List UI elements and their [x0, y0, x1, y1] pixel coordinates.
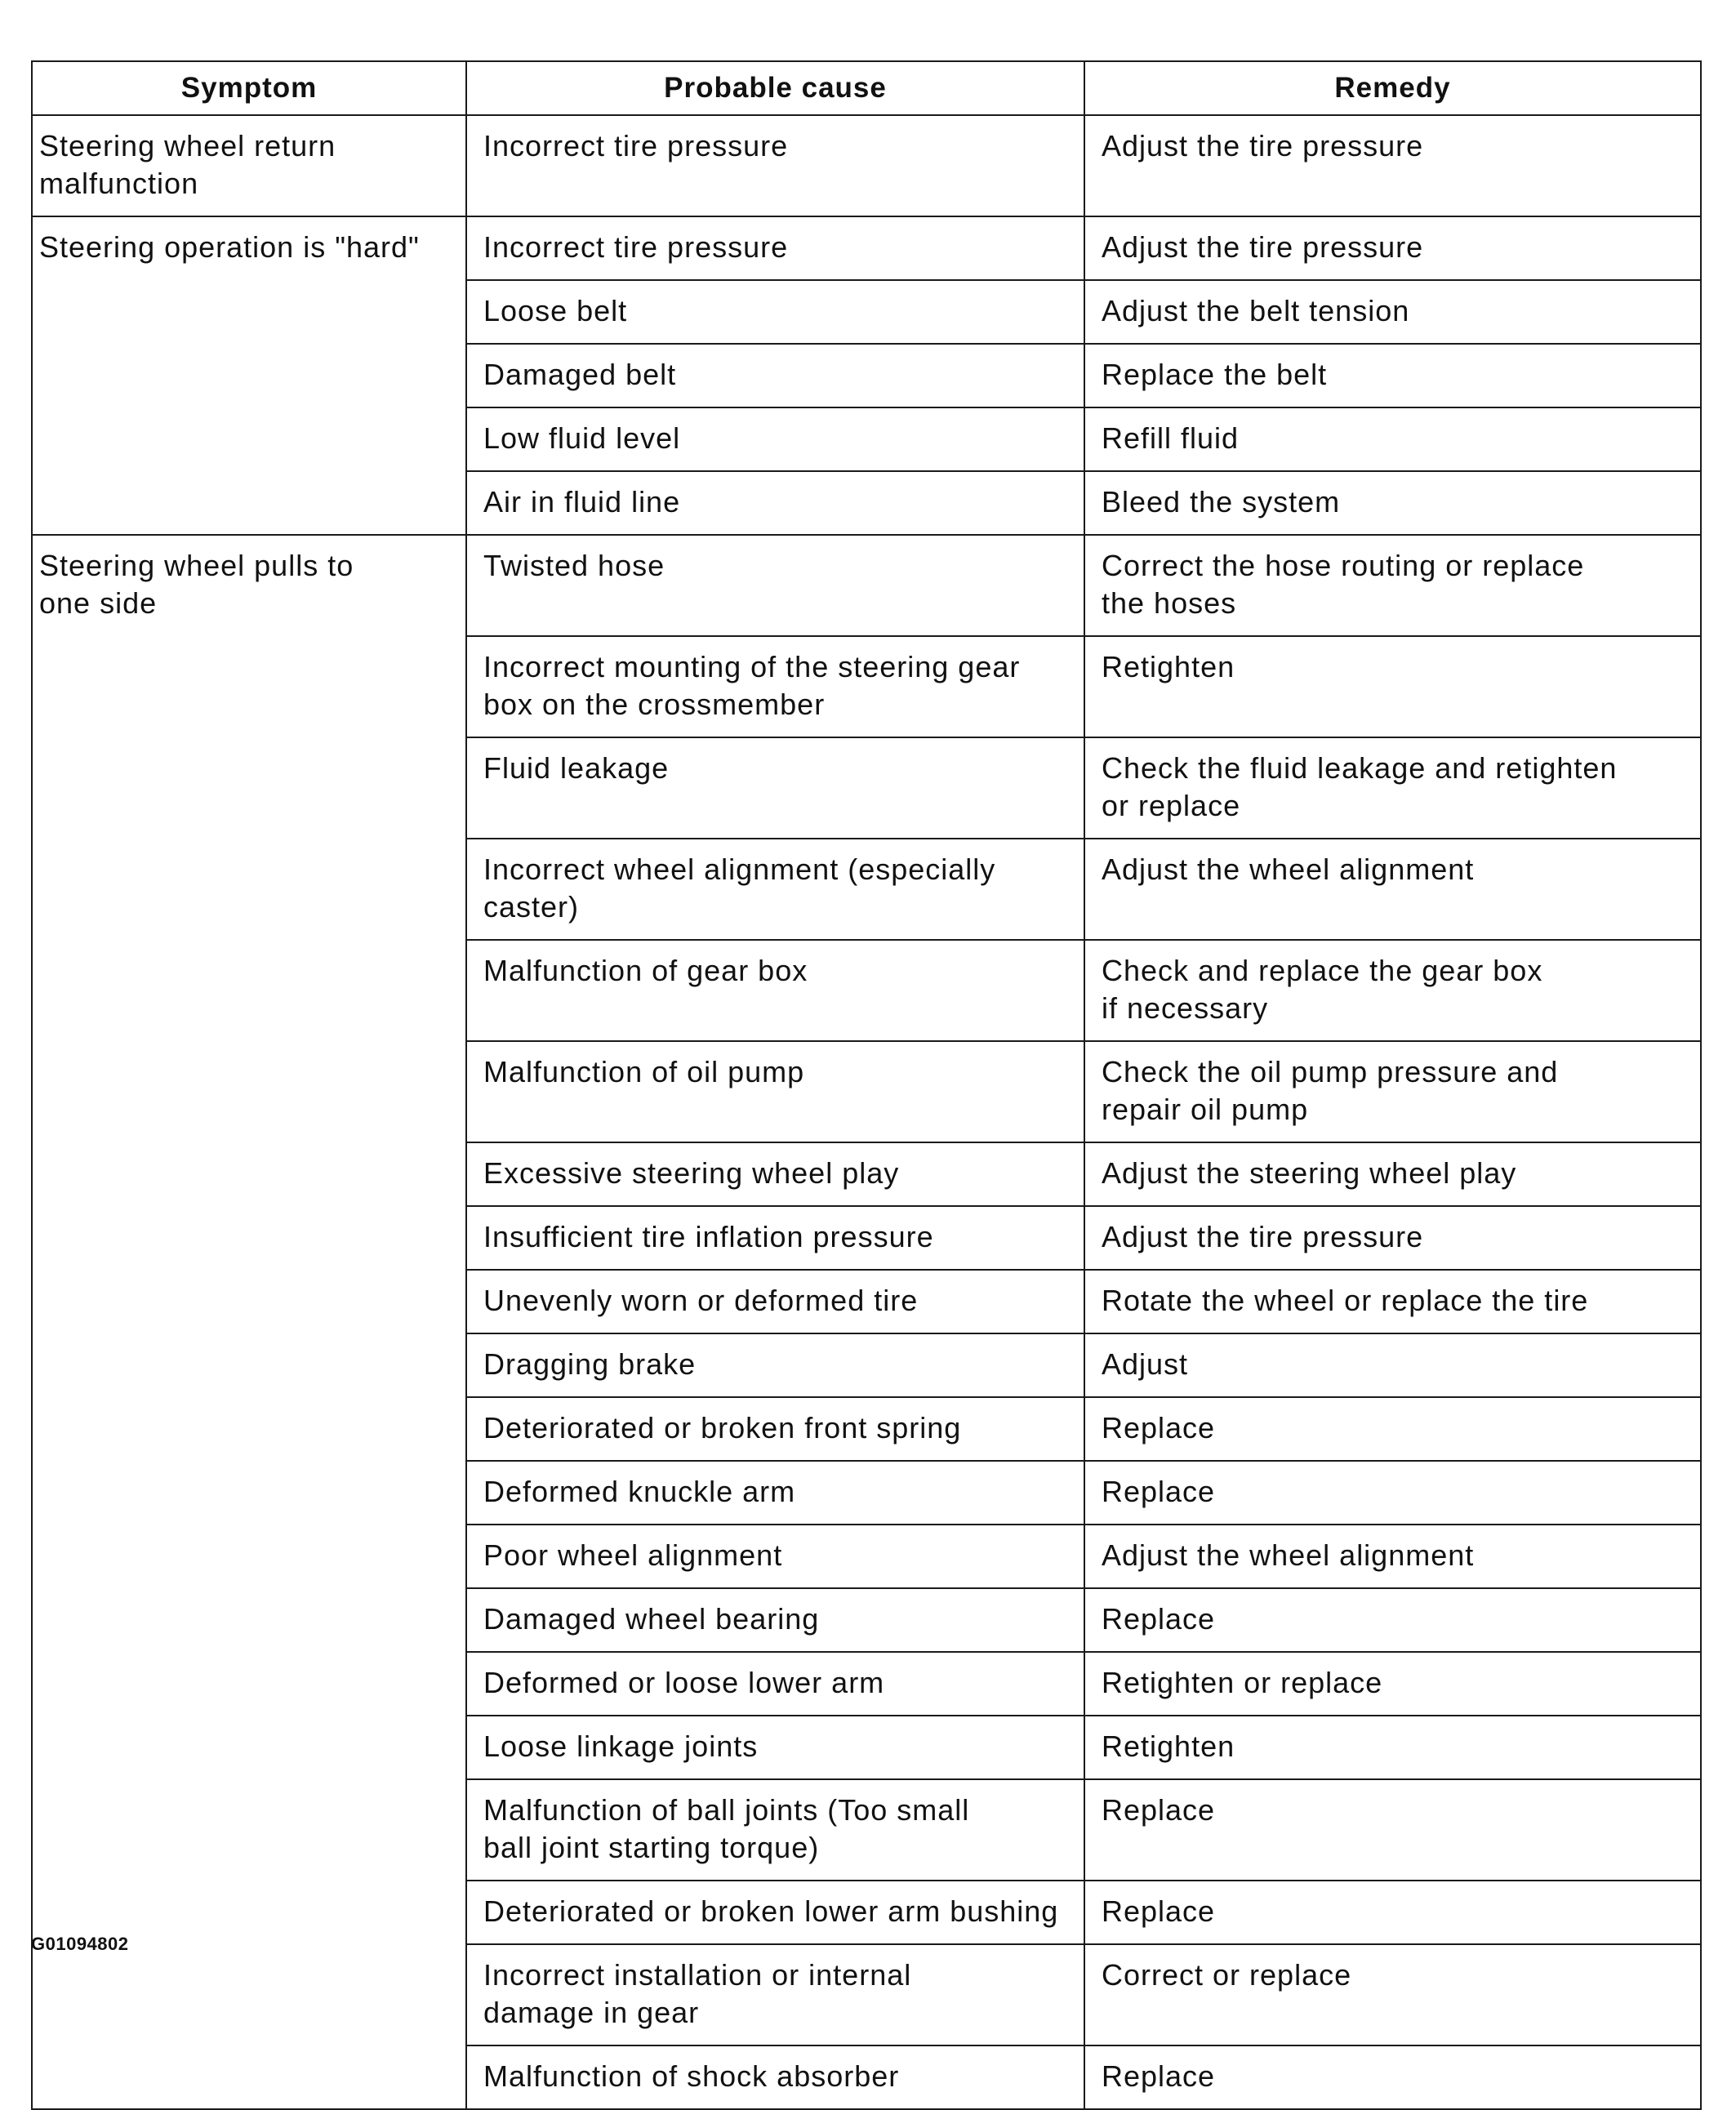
- remedy-cell: Replace: [1084, 1397, 1701, 1461]
- probable-cause-cell: Damaged belt: [466, 344, 1084, 407]
- remedy-cell: Adjust: [1084, 1333, 1701, 1397]
- probable-cause-cell: Low fluid level: [466, 407, 1084, 471]
- probable-cause-cell: Unevenly worn or deformed tire: [466, 1270, 1084, 1333]
- probable-cause-cell: Loose linkage joints: [466, 1716, 1084, 1779]
- remedy-cell: Rotate the wheel or replace the tire: [1084, 1270, 1701, 1333]
- probable-cause-cell: Damaged wheel bearing: [466, 1588, 1084, 1652]
- troubleshooting-table: [31, 60, 1702, 2110]
- remedy-cell: Correct or replace: [1084, 1944, 1701, 2045]
- remedy-cell: Retighten: [1084, 1716, 1701, 1779]
- remedy-cell: Retighten: [1084, 636, 1701, 737]
- probable-cause-cell: Dragging brake: [466, 1333, 1084, 1397]
- remedy-cell: Replace: [1084, 1588, 1701, 1652]
- table-row: [32, 115, 1701, 216]
- remedy-cell: Replace: [1084, 1779, 1701, 1881]
- probable-cause-cell: Fluid leakage: [466, 737, 1084, 839]
- probable-cause-cell: Malfunction of ball joints (Too small ball joint starting torque): [466, 1779, 1084, 1881]
- probable-cause-cell: Incorrect tire pressure: [466, 115, 1084, 216]
- remedy-cell: Bleed the system: [1084, 471, 1701, 535]
- table-body: [32, 115, 1701, 2109]
- table-row: [32, 216, 1701, 280]
- symptom-cell: Steering operation is "hard": [32, 216, 466, 535]
- header-probable-cause: Probable cause: [466, 61, 1084, 115]
- probable-cause-cell: Malfunction of gear box: [466, 940, 1084, 1041]
- probable-cause-cell: Loose belt: [466, 280, 1084, 344]
- remedy-cell: Adjust the steering wheel play: [1084, 1142, 1701, 1206]
- probable-cause-cell: Excessive steering wheel play: [466, 1142, 1084, 1206]
- symptom-cell: Steering wheel return malfunction: [32, 115, 466, 216]
- remedy-cell: Replace: [1084, 2045, 1701, 2109]
- remedy-cell: Check and replace the gear box if necessary: [1084, 940, 1701, 1041]
- remedy-cell: Adjust the tire pressure: [1084, 216, 1701, 280]
- remedy-cell: Adjust the belt tension: [1084, 280, 1701, 344]
- table-row: [32, 535, 1701, 636]
- header-remedy: Remedy: [1084, 61, 1701, 115]
- probable-cause-cell: Malfunction of shock absorber: [466, 2045, 1084, 2109]
- probable-cause-cell: Incorrect mounting of the steering gear box on the crossmember: [466, 636, 1084, 737]
- remedy-cell: Replace: [1084, 1881, 1701, 1944]
- remedy-cell: Retighten or replace: [1084, 1652, 1701, 1716]
- probable-cause-cell: Malfunction of oil pump: [466, 1041, 1084, 1142]
- header-symptom: Symptom: [32, 61, 466, 115]
- probable-cause-cell: Poor wheel alignment: [466, 1525, 1084, 1588]
- probable-cause-cell: Deformed knuckle arm: [466, 1461, 1084, 1525]
- symptom-cell: Steering wheel pulls to one side: [32, 535, 466, 2109]
- probable-cause-cell: Deformed or loose lower arm: [466, 1652, 1084, 1716]
- remedy-cell: Adjust the tire pressure: [1084, 115, 1701, 216]
- remedy-cell: Adjust the wheel alignment: [1084, 1525, 1701, 1588]
- probable-cause-cell: Insufficient tire inflation pressure: [466, 1206, 1084, 1270]
- probable-cause-cell: Twisted hose: [466, 535, 1084, 636]
- probable-cause-cell: Incorrect tire pressure: [466, 216, 1084, 280]
- remedy-cell: Adjust the tire pressure: [1084, 1206, 1701, 1270]
- probable-cause-cell: Incorrect wheel alignment (especially caster): [466, 839, 1084, 940]
- remedy-cell: Replace the belt: [1084, 344, 1701, 407]
- remedy-cell: Check the oil pump pressure and repair oil pump: [1084, 1041, 1701, 1142]
- probable-cause-cell: Air in fluid line: [466, 471, 1084, 535]
- remedy-cell: Refill fluid: [1084, 407, 1701, 471]
- probable-cause-cell: Incorrect installation or internal damage in gear: [466, 1944, 1084, 2045]
- remedy-cell: Adjust the wheel alignment: [1084, 839, 1701, 940]
- remedy-cell: Correct the hose routing or replace the hoses: [1084, 535, 1701, 636]
- remedy-cell: Replace: [1084, 1461, 1701, 1525]
- figure-id: G01094802: [31, 1934, 129, 1954]
- remedy-cell: Check the fluid leakage and retighten or replace: [1084, 737, 1701, 839]
- probable-cause-cell: Deteriorated or broken lower arm bushing: [466, 1881, 1084, 1944]
- header-row: [32, 61, 1701, 115]
- probable-cause-cell: Deteriorated or broken front spring: [466, 1397, 1084, 1461]
